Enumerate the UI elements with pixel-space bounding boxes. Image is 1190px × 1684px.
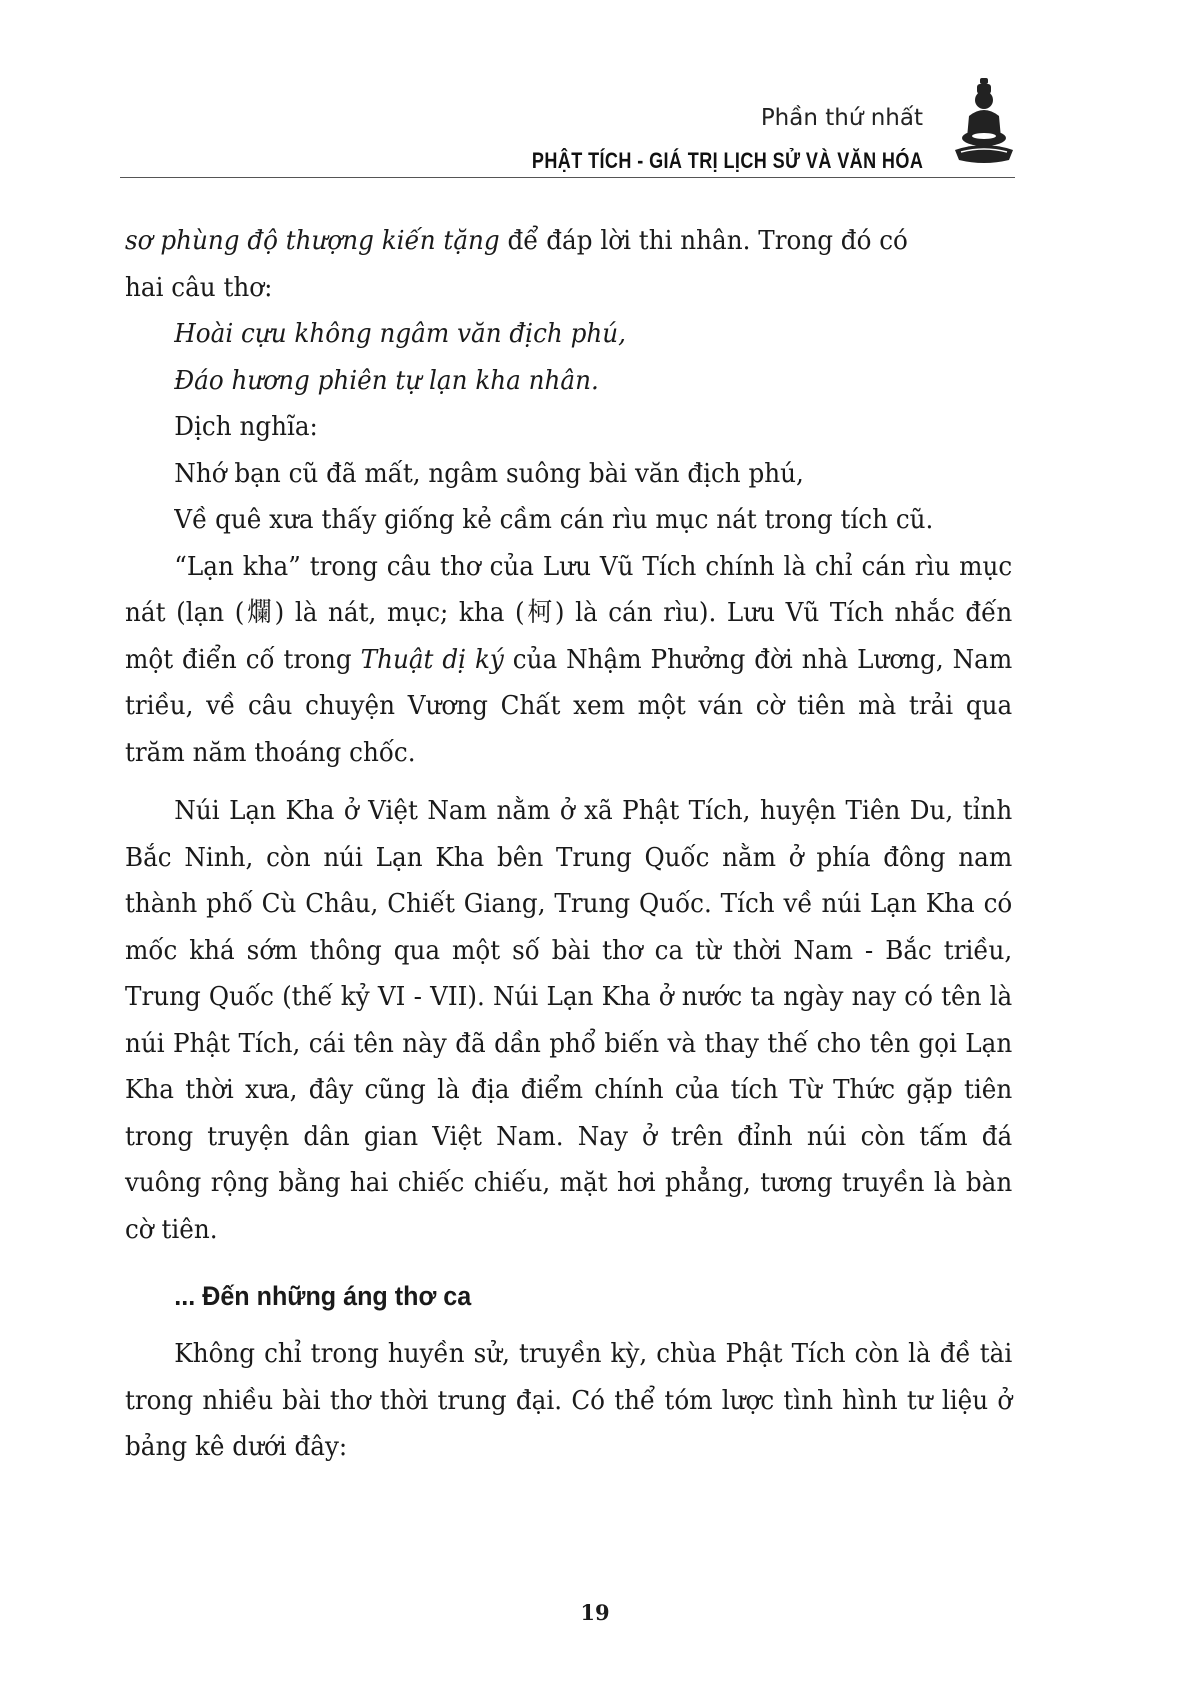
book-title-italic: Thuật dị ký bbox=[360, 643, 504, 675]
intro-line-2: hai câu thơ: bbox=[125, 271, 273, 303]
seated-buddha-icon bbox=[953, 76, 1015, 168]
paragraph-nui-lan-kha: Núi Lạn Kha ở Việt Nam nằm ở xã Phật Tích, huyện Tiên Du, tỉnh Bắc Ninh, còn núi Lạn Kha bên Trung Quốc nằm ở phía đông nam thành phố Cù Châu, Chiết Giang, Trung Quốc. Tích về núi Lạn Kha có mốc khá sớm thông qua một số bài thơ ca từ thời Nam - Bắc triều, Trung Quốc (thế kỷ VI - VII). Núi Lạn Kha ở nước ta ngày nay có tên là núi Phật Tích, cái tên này đã dần phổ biến và thay thế cho tên gọi Lạn Kha thời xưa, đây cũng là địa điểm chính của tích Từ Thức gặp tiên trong truyện dân gian Việt Nam. Nay ở trên đỉnh núi còn tấm đá vuông rộng bằng hai chiếc chiếu, mặt hơi phẳng, tương truyền là bàn cờ tiên. bbox=[125, 795, 1013, 1245]
intro-line-1: sơ phùng độ thượng kiến tặng để đáp lời thi nhân. Trong đó có bbox=[125, 225, 908, 256]
poem-title-italic: sơ phùng độ thượng kiến tặng bbox=[125, 225, 500, 256]
translation-label: Dịch nghĩa: bbox=[174, 411, 318, 442]
part-label: Phần thứ nhất bbox=[760, 105, 923, 131]
page-number: 19 bbox=[580, 1600, 610, 1625]
paragraph-tho-ca: Không chỉ trong huyền sử, truyền kỳ, chùa Phật Tích còn là đề tài trong nhiều bài thơ thời trung đại. Có thể tóm lược tình hình tư liệu ở bảng kê dưới đây: bbox=[125, 1338, 1013, 1462]
running-header bbox=[120, 70, 1015, 180]
section-heading: ... Đến những áng thơ ca bbox=[174, 1281, 472, 1311]
translation-line-1: Nhớ bạn cũ đã mất, ngâm suông bài văn địch phú, bbox=[174, 457, 804, 489]
translation-line-2: Về quê xưa thấy giống kẻ cầm cán rìu mục nát trong tích cũ. bbox=[174, 504, 934, 535]
paragraph-lan-kha: “Lạn kha” trong câu thơ của Lưu Vũ Tích chính là chỉ cán rìu mục nát (lạn (爛) là nát, mục; kha (柯) là cán rìu). Lưu Vũ Tích nhắc đến một điển cố trong Thuật dị ký của Nhậm Phưởng đời nhà Lương, Nam triều, về câu chuyện Vương Chất xem một ván cờ tiên mà trải qua trăm năm thoáng chốc. bbox=[125, 550, 1013, 768]
poem-line-1: Hoài cựu không ngâm văn địch phú, bbox=[174, 318, 626, 349]
header-rule bbox=[120, 177, 1015, 178]
poem-line-2: Đáo hương phiên tự lạn kha nhân. bbox=[174, 364, 599, 396]
book-title: PHẬT TÍCH - GIÁ TRỊ LỊCH SỬ VÀ VĂN HÓA bbox=[531, 148, 923, 173]
body-text bbox=[125, 218, 1012, 1471]
